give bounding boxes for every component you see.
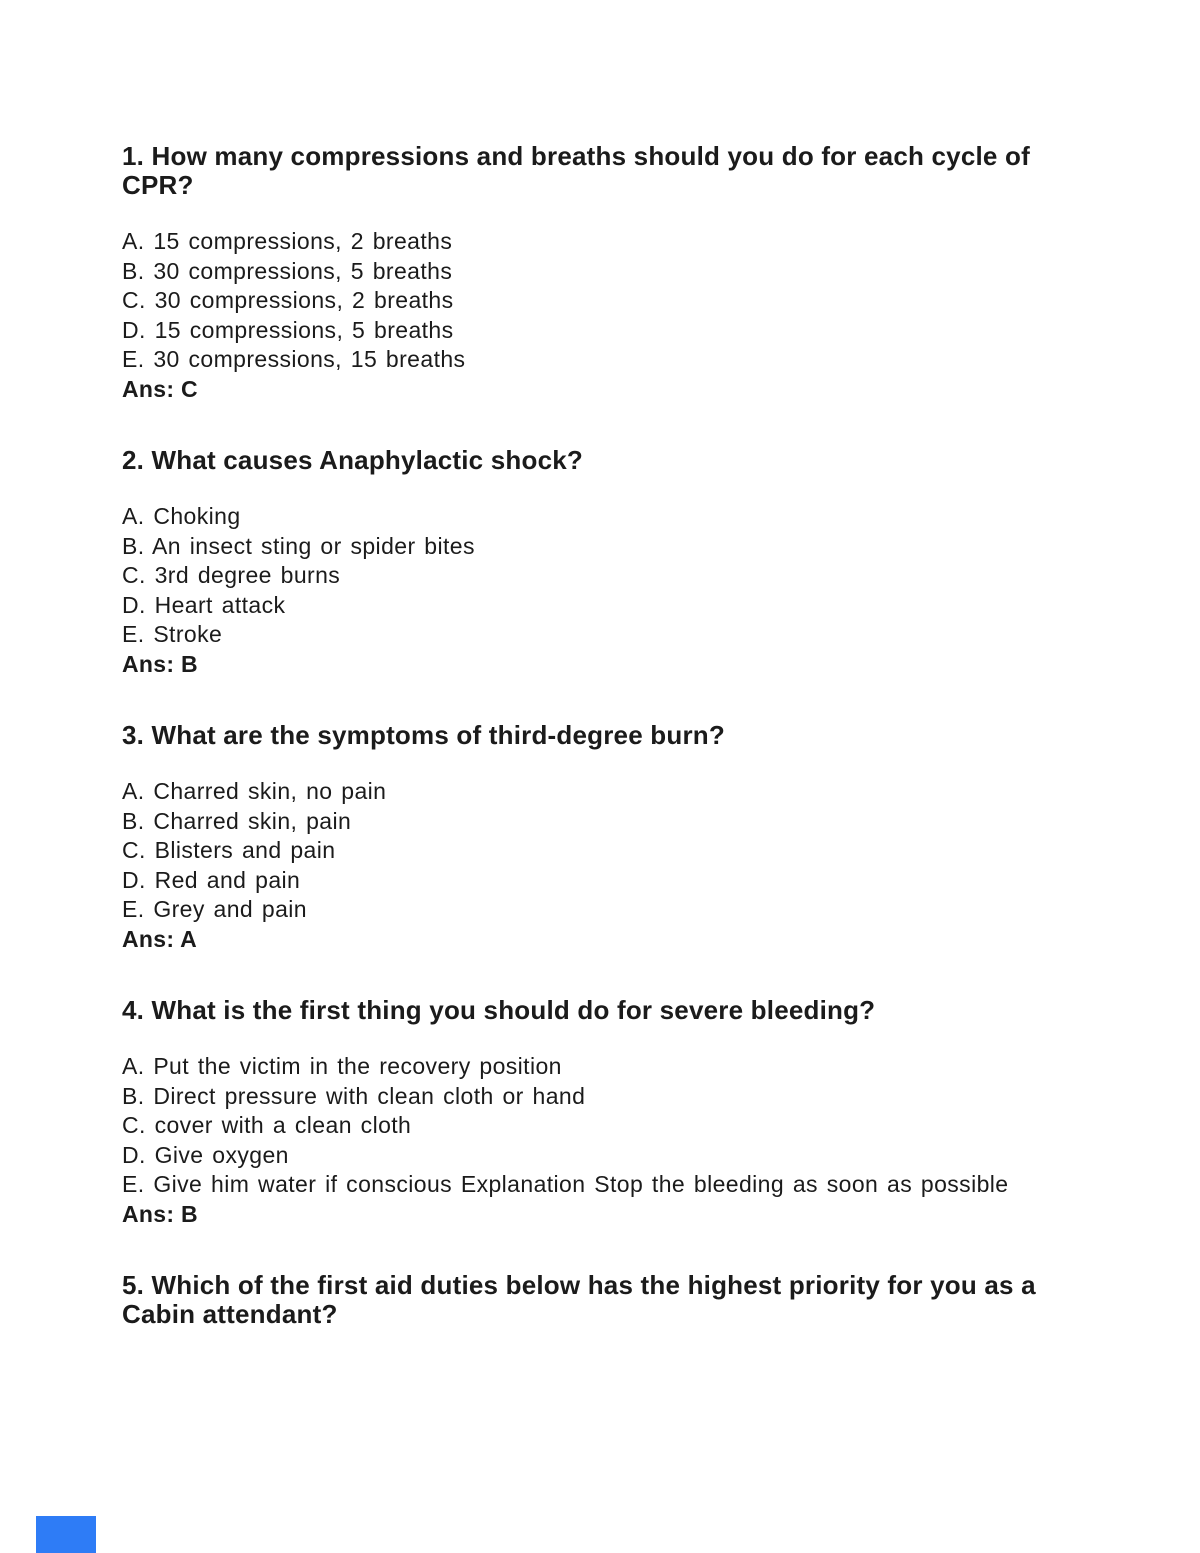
option-line: C. 3rd degree burns: [122, 562, 341, 588]
option-line: D. Heart attack: [122, 591, 286, 618]
question-title: 3. What are the symptoms of third-degree burn?: [122, 720, 725, 750]
option-line: C. 30 compressions, 2 breaths: [122, 287, 454, 313]
options-list: [122, 502, 1062, 650]
answer-line: Ans: A: [122, 925, 198, 952]
option-line: A. Charred skin, no pain: [122, 778, 387, 804]
question-title: 1. How many compressions and breaths should you do for each cycle of CPR?: [122, 141, 1030, 200]
question-title: 5. Which of the first aid duties below has the highest priority for you as a Cabin attendant?: [122, 1270, 1036, 1329]
option-line: B. Direct pressure with clean cloth or hand: [122, 1082, 586, 1109]
question-block: [122, 142, 1062, 404]
answer-line: Ans: B: [122, 650, 198, 677]
answer-line: Ans: C: [122, 375, 198, 402]
question-block: [122, 721, 1062, 954]
question-title: 2. What causes Anaphylactic shock?: [122, 445, 583, 475]
question-block: [122, 996, 1062, 1229]
quiz-content: [122, 142, 1062, 1371]
option-line: B. Charred skin, pain: [122, 807, 352, 834]
options-list: [122, 227, 1062, 375]
option-line: E. 30 compressions, 15 breaths: [122, 346, 466, 372]
question-block: [122, 446, 1062, 679]
question-block: [122, 1271, 1062, 1329]
option-line: C. cover with a clean cloth: [122, 1112, 412, 1138]
option-line: E. Stroke: [122, 621, 223, 647]
option-line: E. Grey and pain: [122, 896, 308, 922]
option-line: A. 15 compressions, 2 breaths: [122, 228, 453, 254]
option-line: B. An insect sting or spider bites: [122, 532, 475, 559]
answer-line: Ans: B: [122, 1200, 198, 1227]
option-line: C. Blisters and pain: [122, 837, 336, 863]
footer-blue-box: [36, 1516, 96, 1553]
option-line: E. Give him water if conscious Explanation Stop the bleeding as soon as possible: [122, 1171, 1009, 1197]
question-title: 4. What is the first thing you should do for severe bleeding?: [122, 995, 876, 1025]
option-line: B. 30 compressions, 5 breaths: [122, 257, 453, 284]
option-line: D. Red and pain: [122, 866, 301, 893]
option-line: A. Choking: [122, 503, 241, 529]
options-list: [122, 1052, 1062, 1200]
options-list: [122, 777, 1062, 925]
option-line: A. Put the victim in the recovery position: [122, 1053, 562, 1079]
option-line: D. Give oxygen: [122, 1141, 289, 1168]
option-line: D. 15 compressions, 5 breaths: [122, 316, 454, 343]
